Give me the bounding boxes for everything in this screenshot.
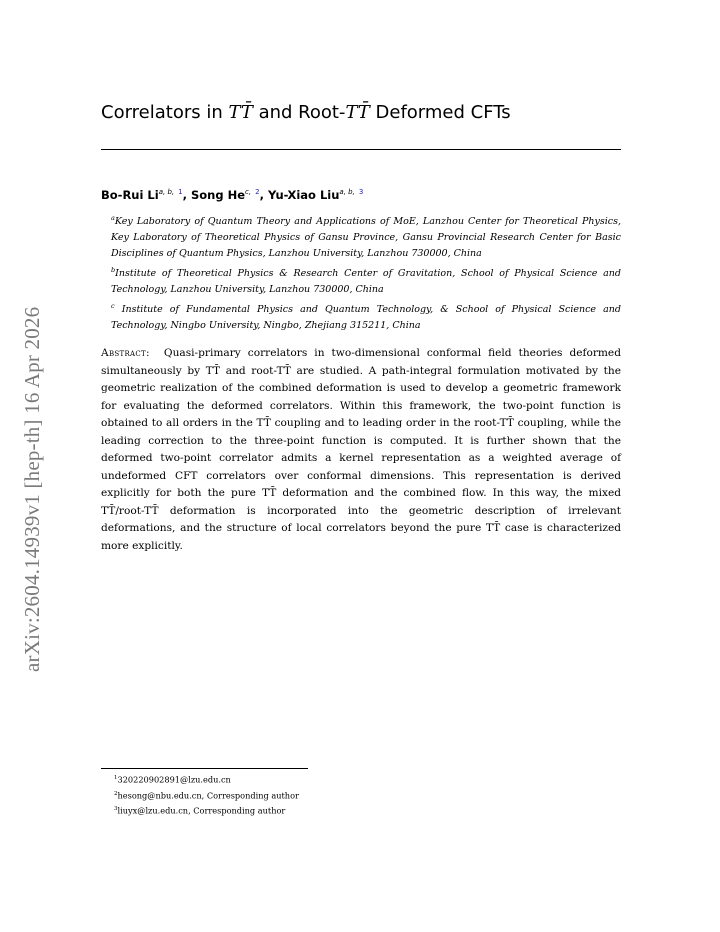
author-name: Song He (190, 188, 246, 202)
affiliation-item (111, 298, 621, 334)
affiliation-text: Institute of Fundamental Physics and Quantum Technology, & School of Physical Science and Technology, Ningbo University, Ningbo, Zhejiang 315211, China (111, 304, 621, 332)
paper-title (101, 102, 621, 123)
title-text: and Root- (252, 102, 346, 124)
title-math-tt: TT̄ (345, 102, 370, 124)
affiliation-mark: a (111, 214, 115, 222)
footnote-rule (101, 768, 308, 769)
affiliation-text: Key Laboratory of Quantum Theory and Applications of MoE, Lanzhou Center for Theoretical Physics, Key Laboratory of Theoretical Physics of Gansu Province, Gansu Provincial Research Center for Basic Disciplines of Quantum Physics, Lanzhou University, Lanzhou 730000, China (111, 216, 621, 260)
footnote-list (114, 771, 299, 818)
footnote-mark: 2 (114, 790, 118, 797)
footnote-text[interactable]: hesong@nbu.edu.cn, Corresponding author (117, 790, 299, 801)
title-text: Correlators in (101, 102, 229, 124)
footnote-item (114, 787, 299, 803)
affiliation-list (111, 210, 621, 334)
affiliation-item (111, 262, 621, 298)
author-footnote-link[interactable]: 2 (255, 188, 260, 197)
abstract (101, 345, 621, 555)
arxiv-identifier: arXiv:2604.14939v1 [hep-th] 16 Apr 2026 (20, 306, 44, 672)
author-name: Yu-Xiao Liu (267, 188, 340, 202)
author-affiliation-marks: a, b, (158, 188, 175, 197)
footnote-mark: 1 (114, 775, 118, 781)
footnote-item (114, 802, 299, 818)
author-footnote-link[interactable]: 3 (358, 188, 364, 197)
footnote-mark: 3 (114, 806, 118, 813)
title-text: Deformed CFTs (369, 102, 511, 124)
author-footnote-link[interactable]: 1 (178, 188, 183, 197)
title-math-tt: TT̄ (228, 102, 253, 124)
author-name: Bo-Rui Li (101, 188, 159, 202)
author-affiliation-marks: c, (245, 188, 252, 197)
affiliation-item (111, 210, 621, 262)
affiliation-mark: b (111, 266, 116, 275)
footnote-text[interactable]: liuyx@lzu.edu.cn, Corresponding author (117, 806, 286, 817)
affiliation-text: Institute of Theoretical Physics & Research Center of Gravitation, School of Physical Science and Technology, Lanzhou University, Lanzhou 730000, China (111, 268, 621, 296)
abstract-text: Quasi-primary correlators in two-dimensional conformal field theories deformed simultaneously by TT̄ and root-TT̄ are studied. A path-integral formulation motivated by the geometric realization of the combined deformation is used to develop a geometric framework for evaluating the deformed correlators. Within this framework, the two-point function is obtained to all orders in the TT̄ coupling and to leading order in the root-TT̄ coupling, while the leading correction to the three-point function is computed. It is further shown that the deformed two-point correlator admits a kernel representation as a weighted average of undeformed CFT correlators over conformal dimensions. This representation is derived explicitly for both the pure TT̄ deformation and the combined flow. In this way, the mixed TT̄/root-TT̄ deformation is incorporated into the geometric description of irrelevant deformations, and the structure of local correlators beyond the pure TT̄ case is characterized more explicitly. (101, 347, 621, 552)
footnote-item (114, 771, 299, 787)
title-rule (101, 149, 621, 150)
author-list: Bo-Rui $Li^{a, b,}$ $^1$, Song $He^{c,}$ $^2$, Yu-Xiao Liu$^{a, b,}$ $^3$ (101, 188, 364, 202)
author-affiliation-marks: a, b, (339, 188, 355, 197)
footnote-text[interactable]: 320220902891@lzu.edu.cn (117, 774, 231, 785)
affiliation-mark: c (111, 302, 115, 311)
abstract-label: Abstract: (101, 347, 150, 359)
